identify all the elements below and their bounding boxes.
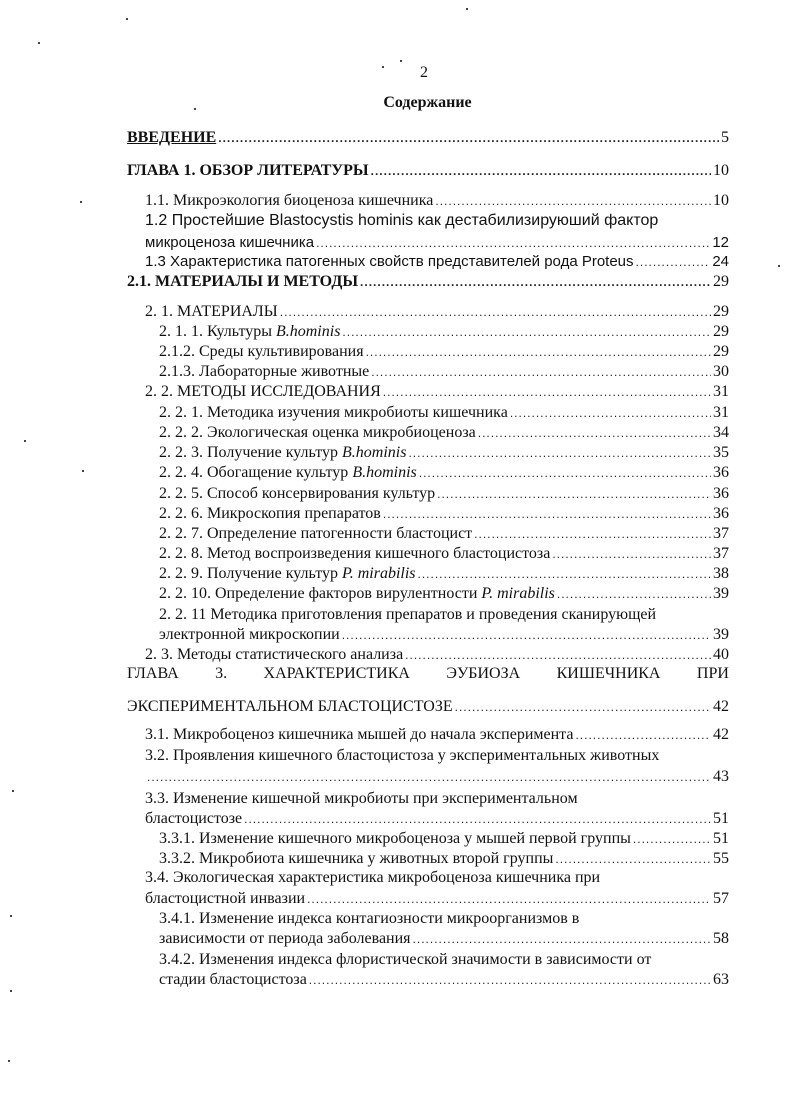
toc-page: 12 bbox=[712, 234, 729, 251]
page-number: 2 bbox=[420, 64, 428, 81]
toc-entry-2-2[interactable] bbox=[145, 382, 729, 402]
leader-dots bbox=[413, 929, 711, 949]
toc-label: ВВЕДЕНИЕ bbox=[127, 129, 217, 146]
toc-label: 2. 2. 10. Определение факторов вирулентности bbox=[159, 585, 482, 602]
toc-entry-2-1-1[interactable] bbox=[159, 322, 729, 342]
toc-page: 42 bbox=[713, 698, 729, 715]
leader-dots bbox=[342, 625, 711, 645]
toc-page: 35 bbox=[713, 444, 729, 461]
leader-dots bbox=[371, 362, 711, 382]
toc-label: 2. 3. Методы статистического анализа bbox=[145, 646, 404, 663]
toc-page: 24 bbox=[712, 253, 729, 270]
toc-entry-3-3-1[interactable] bbox=[159, 829, 729, 849]
toc-entry-2-2-9[interactable] bbox=[159, 564, 729, 584]
toc-label: бластоцистной инвазии bbox=[145, 890, 306, 907]
leader-dots bbox=[366, 342, 711, 362]
toc-label-italic: B.hominis bbox=[342, 444, 407, 461]
leader-dots bbox=[244, 809, 711, 829]
toc-label: бластоцистозе bbox=[145, 810, 243, 827]
toc-label: 2. 2. 7. Определение патогенности бластоцист bbox=[159, 525, 473, 542]
toc-entry-1-2-line1[interactable]: 1.2 Простейшие Blastocystis hominis как дестабилизируюший фактор bbox=[145, 212, 659, 229]
toc-entry-2-2-5[interactable] bbox=[159, 484, 729, 504]
toc-entry-chapter-2[interactable] bbox=[127, 272, 729, 292]
leader-dots bbox=[575, 725, 711, 745]
toc-page: 29 bbox=[713, 323, 729, 340]
toc-label: 3.1. Микробоценоз кишечника мышей до начала эксперимента bbox=[145, 726, 574, 743]
toc-page: 29 bbox=[713, 303, 729, 320]
toc-page: 34 bbox=[713, 424, 729, 441]
toc-entry-3-4-1[interactable] bbox=[159, 929, 729, 949]
toc-entry-3-4-line1[interactable]: 3.4. Экологическая характеристика микробоценоза кишечника при bbox=[145, 869, 601, 886]
toc-entry-1-1[interactable] bbox=[145, 191, 729, 211]
toc-entry-2-2-2[interactable] bbox=[159, 423, 729, 443]
toc-entry-3-2[interactable] bbox=[145, 767, 729, 787]
toc-page: 10 bbox=[713, 192, 729, 209]
toc-entry-introduction[interactable] bbox=[127, 128, 729, 148]
toc-page: 29 bbox=[713, 273, 729, 290]
scan-speck bbox=[466, 8, 468, 10]
toc-label: зависимости от периода заболевания bbox=[159, 930, 411, 947]
toc-page: 57 bbox=[713, 890, 729, 907]
leader-dots bbox=[405, 645, 711, 665]
toc-word: КИШЕЧНИКА bbox=[556, 665, 661, 682]
toc-entry-2-1[interactable] bbox=[145, 302, 729, 322]
toc-label: 1.3 Характеристика патогенных свойств представителей рода Proteus bbox=[145, 253, 634, 270]
leader-dots bbox=[437, 484, 711, 504]
toc-page: 29 bbox=[713, 343, 729, 360]
toc-entry-3-4-1-line1[interactable]: 3.4.1. Изменение индекса контагиозности микроорганизмов в bbox=[159, 910, 580, 927]
toc-page: 10 bbox=[713, 162, 729, 179]
toc-page: 31 bbox=[713, 383, 729, 400]
toc-entry-1-2[interactable] bbox=[145, 233, 729, 253]
toc-entry-chapter-3[interactable] bbox=[127, 697, 729, 717]
toc-entry-2-2-11-line1[interactable]: 2. 2. 11 Методика приготовления препаратов и проведения сканирующей bbox=[159, 606, 657, 623]
toc-label-italic: B.hominis bbox=[275, 323, 341, 340]
toc-word: ГЛАВА bbox=[127, 665, 179, 682]
scan-speck bbox=[8, 1060, 10, 1062]
toc-entry-2-3[interactable] bbox=[145, 645, 729, 665]
toc-label: 2. 2. МЕТОДЫ ИССЛЕДОВАНИЯ bbox=[145, 383, 381, 400]
toc-entry-3-3-2[interactable] bbox=[159, 849, 729, 869]
toc-word: ЭУБИОЗА bbox=[446, 665, 521, 682]
toc-label: ГЛАВА 1. ОБЗОР ЛИТЕРАТУРЫ bbox=[127, 162, 369, 179]
toc-page: 5 bbox=[721, 129, 729, 146]
scan-speck bbox=[24, 440, 26, 442]
scan-speck bbox=[10, 990, 12, 992]
toc-entry-2-2-11[interactable] bbox=[159, 625, 729, 645]
toc-label: микроценоза кишечника bbox=[145, 234, 315, 251]
leader-dots bbox=[360, 272, 711, 292]
leader-dots bbox=[418, 564, 712, 584]
toc-label: 2. 1. МАТЕРИАЛЫ bbox=[145, 303, 278, 320]
scan-speck bbox=[382, 66, 384, 68]
toc-label-italic: P. mirabilis bbox=[342, 565, 416, 582]
toc-entry-3-2-line1[interactable]: 3.2. Проявления кишечного бластоцистоза у экспериментальных животных bbox=[145, 747, 660, 764]
leader-dots bbox=[455, 697, 711, 717]
toc-label: 2. 1. 1. Культуры bbox=[159, 323, 276, 340]
scan-speck bbox=[38, 42, 40, 44]
toc-label: ЭКСПЕРИМЕНТАЛЬНОМ БЛАСТОЦИСТОЗЕ bbox=[127, 698, 453, 715]
toc-entry-3-4-2[interactable] bbox=[159, 970, 729, 990]
leader-dots bbox=[510, 403, 711, 423]
toc-page: 30 bbox=[713, 363, 729, 380]
toc-label: 2. 2. 1. Методика изучения микробиоты кишечника bbox=[159, 404, 508, 421]
scan-speck bbox=[194, 108, 196, 110]
toc-page: 51 bbox=[713, 830, 729, 847]
toc-entry-2-2-8[interactable] bbox=[159, 544, 729, 564]
leader-dots bbox=[309, 970, 711, 990]
page-title: Содержание bbox=[383, 94, 472, 111]
toc-page: 55 bbox=[713, 850, 729, 867]
toc-page: 43 bbox=[713, 768, 729, 785]
toc-page: 31 bbox=[713, 404, 729, 421]
toc-page: 39 bbox=[713, 626, 729, 643]
toc-page: 36 bbox=[713, 485, 729, 502]
leader-dots bbox=[218, 128, 719, 148]
scan-speck bbox=[778, 265, 780, 267]
toc-label: 1.1. Микроэкология биоценоза кишечника bbox=[145, 192, 434, 209]
toc-page: 37 bbox=[713, 545, 729, 562]
toc-label: 2. 2. 9. Получение культур bbox=[159, 565, 342, 582]
toc-entry-2-2-4[interactable] bbox=[159, 463, 729, 483]
scan-speck bbox=[126, 18, 128, 20]
toc-entry-chapter-3-line1[interactable] bbox=[127, 664, 729, 684]
toc-label: 2. 2. 5. Способ консервирования культур bbox=[159, 485, 436, 502]
toc-label: 3.3.2. Микробиота кишечника у животных второй группы bbox=[159, 850, 554, 867]
scan-speck bbox=[12, 790, 14, 792]
toc-entry-1-3[interactable] bbox=[145, 252, 729, 272]
toc-entry-3-4-2-line1[interactable]: 3.4.2. Изменения индекса флористической значимости в зависимости от bbox=[159, 951, 652, 968]
leader-dots bbox=[633, 829, 711, 849]
toc-entry-2-2-6[interactable] bbox=[159, 504, 729, 524]
toc-label: 2. 2. 4. Обогащение культур bbox=[159, 464, 353, 481]
toc-page: 36 bbox=[713, 505, 729, 522]
leader-dots bbox=[383, 504, 711, 524]
toc-label: 2.1.3. Лабораторные животные bbox=[159, 363, 370, 380]
leader-dots bbox=[307, 889, 711, 909]
toc-entry-3-1[interactable] bbox=[145, 725, 729, 745]
toc-label-italic: B.hominis bbox=[352, 464, 417, 481]
toc-word: 3. bbox=[215, 665, 228, 682]
toc-entry-2-1-2[interactable] bbox=[159, 342, 729, 362]
toc-label: 2. 2. 2. Экологическая оценка микробиоценоза bbox=[159, 424, 476, 441]
toc-label: электронной микроскопии bbox=[159, 626, 340, 643]
toc-entry-3-4[interactable] bbox=[145, 889, 729, 909]
toc-page: 63 bbox=[713, 971, 729, 988]
toc-entry-2-2-3[interactable] bbox=[159, 443, 729, 463]
toc-label: 2. 2. 8. Метод воспроизведения кишечного бластоцистоза bbox=[159, 545, 551, 562]
leader-dots bbox=[555, 849, 711, 869]
leader-dots bbox=[478, 423, 711, 443]
toc-entry-chapter-1[interactable] bbox=[127, 161, 729, 181]
toc-page: 38 bbox=[713, 565, 729, 582]
scan-speck bbox=[10, 915, 12, 917]
leader-dots bbox=[474, 524, 711, 544]
leader-dots bbox=[636, 252, 711, 272]
toc-word: ПРИ bbox=[696, 665, 729, 682]
toc-entry-2-2-1[interactable] bbox=[159, 403, 729, 423]
toc-label: 3.3.1. Изменение кишечного микробоценоза у мышей первой группы bbox=[159, 830, 631, 847]
toc-entry-2-2-10[interactable] bbox=[159, 584, 729, 604]
toc-label: 2.1.2. Среды культивирования bbox=[159, 343, 364, 360]
toc-label: стадии бластоцистоза bbox=[159, 971, 307, 988]
toc-label: 2. 2. 3. Получение культур bbox=[159, 444, 342, 461]
toc-page: 37 bbox=[713, 525, 729, 542]
leader-dots bbox=[147, 767, 711, 787]
toc-page: 42 bbox=[713, 726, 729, 743]
toc-label-italic: P. mirabilis bbox=[481, 585, 555, 602]
toc-page: 36 bbox=[713, 464, 729, 481]
leader-dots bbox=[557, 584, 711, 604]
toc-label: 2. 2. 6. Микроскопия препаратов bbox=[159, 505, 381, 522]
scan-speck bbox=[80, 201, 82, 203]
scan-speck bbox=[400, 60, 402, 62]
leader-dots bbox=[408, 443, 711, 463]
toc-page: 51 bbox=[713, 810, 729, 827]
leader-dots bbox=[371, 161, 711, 181]
leader-dots bbox=[280, 302, 711, 322]
leader-dots bbox=[419, 463, 711, 483]
leader-dots bbox=[316, 233, 710, 253]
toc-page: 58 bbox=[713, 930, 729, 947]
toc-page: 39 bbox=[713, 585, 729, 602]
leader-dots bbox=[342, 322, 711, 342]
toc-entry-3-3-line1[interactable]: 3.3. Изменение кишечной микробиоты при экспериментальном bbox=[145, 790, 578, 807]
leader-dots bbox=[383, 382, 711, 402]
toc-entry-2-1-3[interactable] bbox=[159, 362, 729, 382]
scan-speck bbox=[82, 470, 84, 472]
toc-page: 40 bbox=[713, 646, 729, 663]
toc-entry-2-2-7[interactable] bbox=[159, 524, 729, 544]
leader-dots bbox=[552, 544, 711, 564]
leader-dots bbox=[435, 191, 711, 211]
toc-entry-3-3[interactable] bbox=[145, 809, 729, 829]
toc-label: 2.1. МАТЕРИАЛЫ И МЕТОДЫ bbox=[127, 273, 359, 290]
toc-word: ХАРАКТЕРИСТИКА bbox=[263, 665, 410, 682]
